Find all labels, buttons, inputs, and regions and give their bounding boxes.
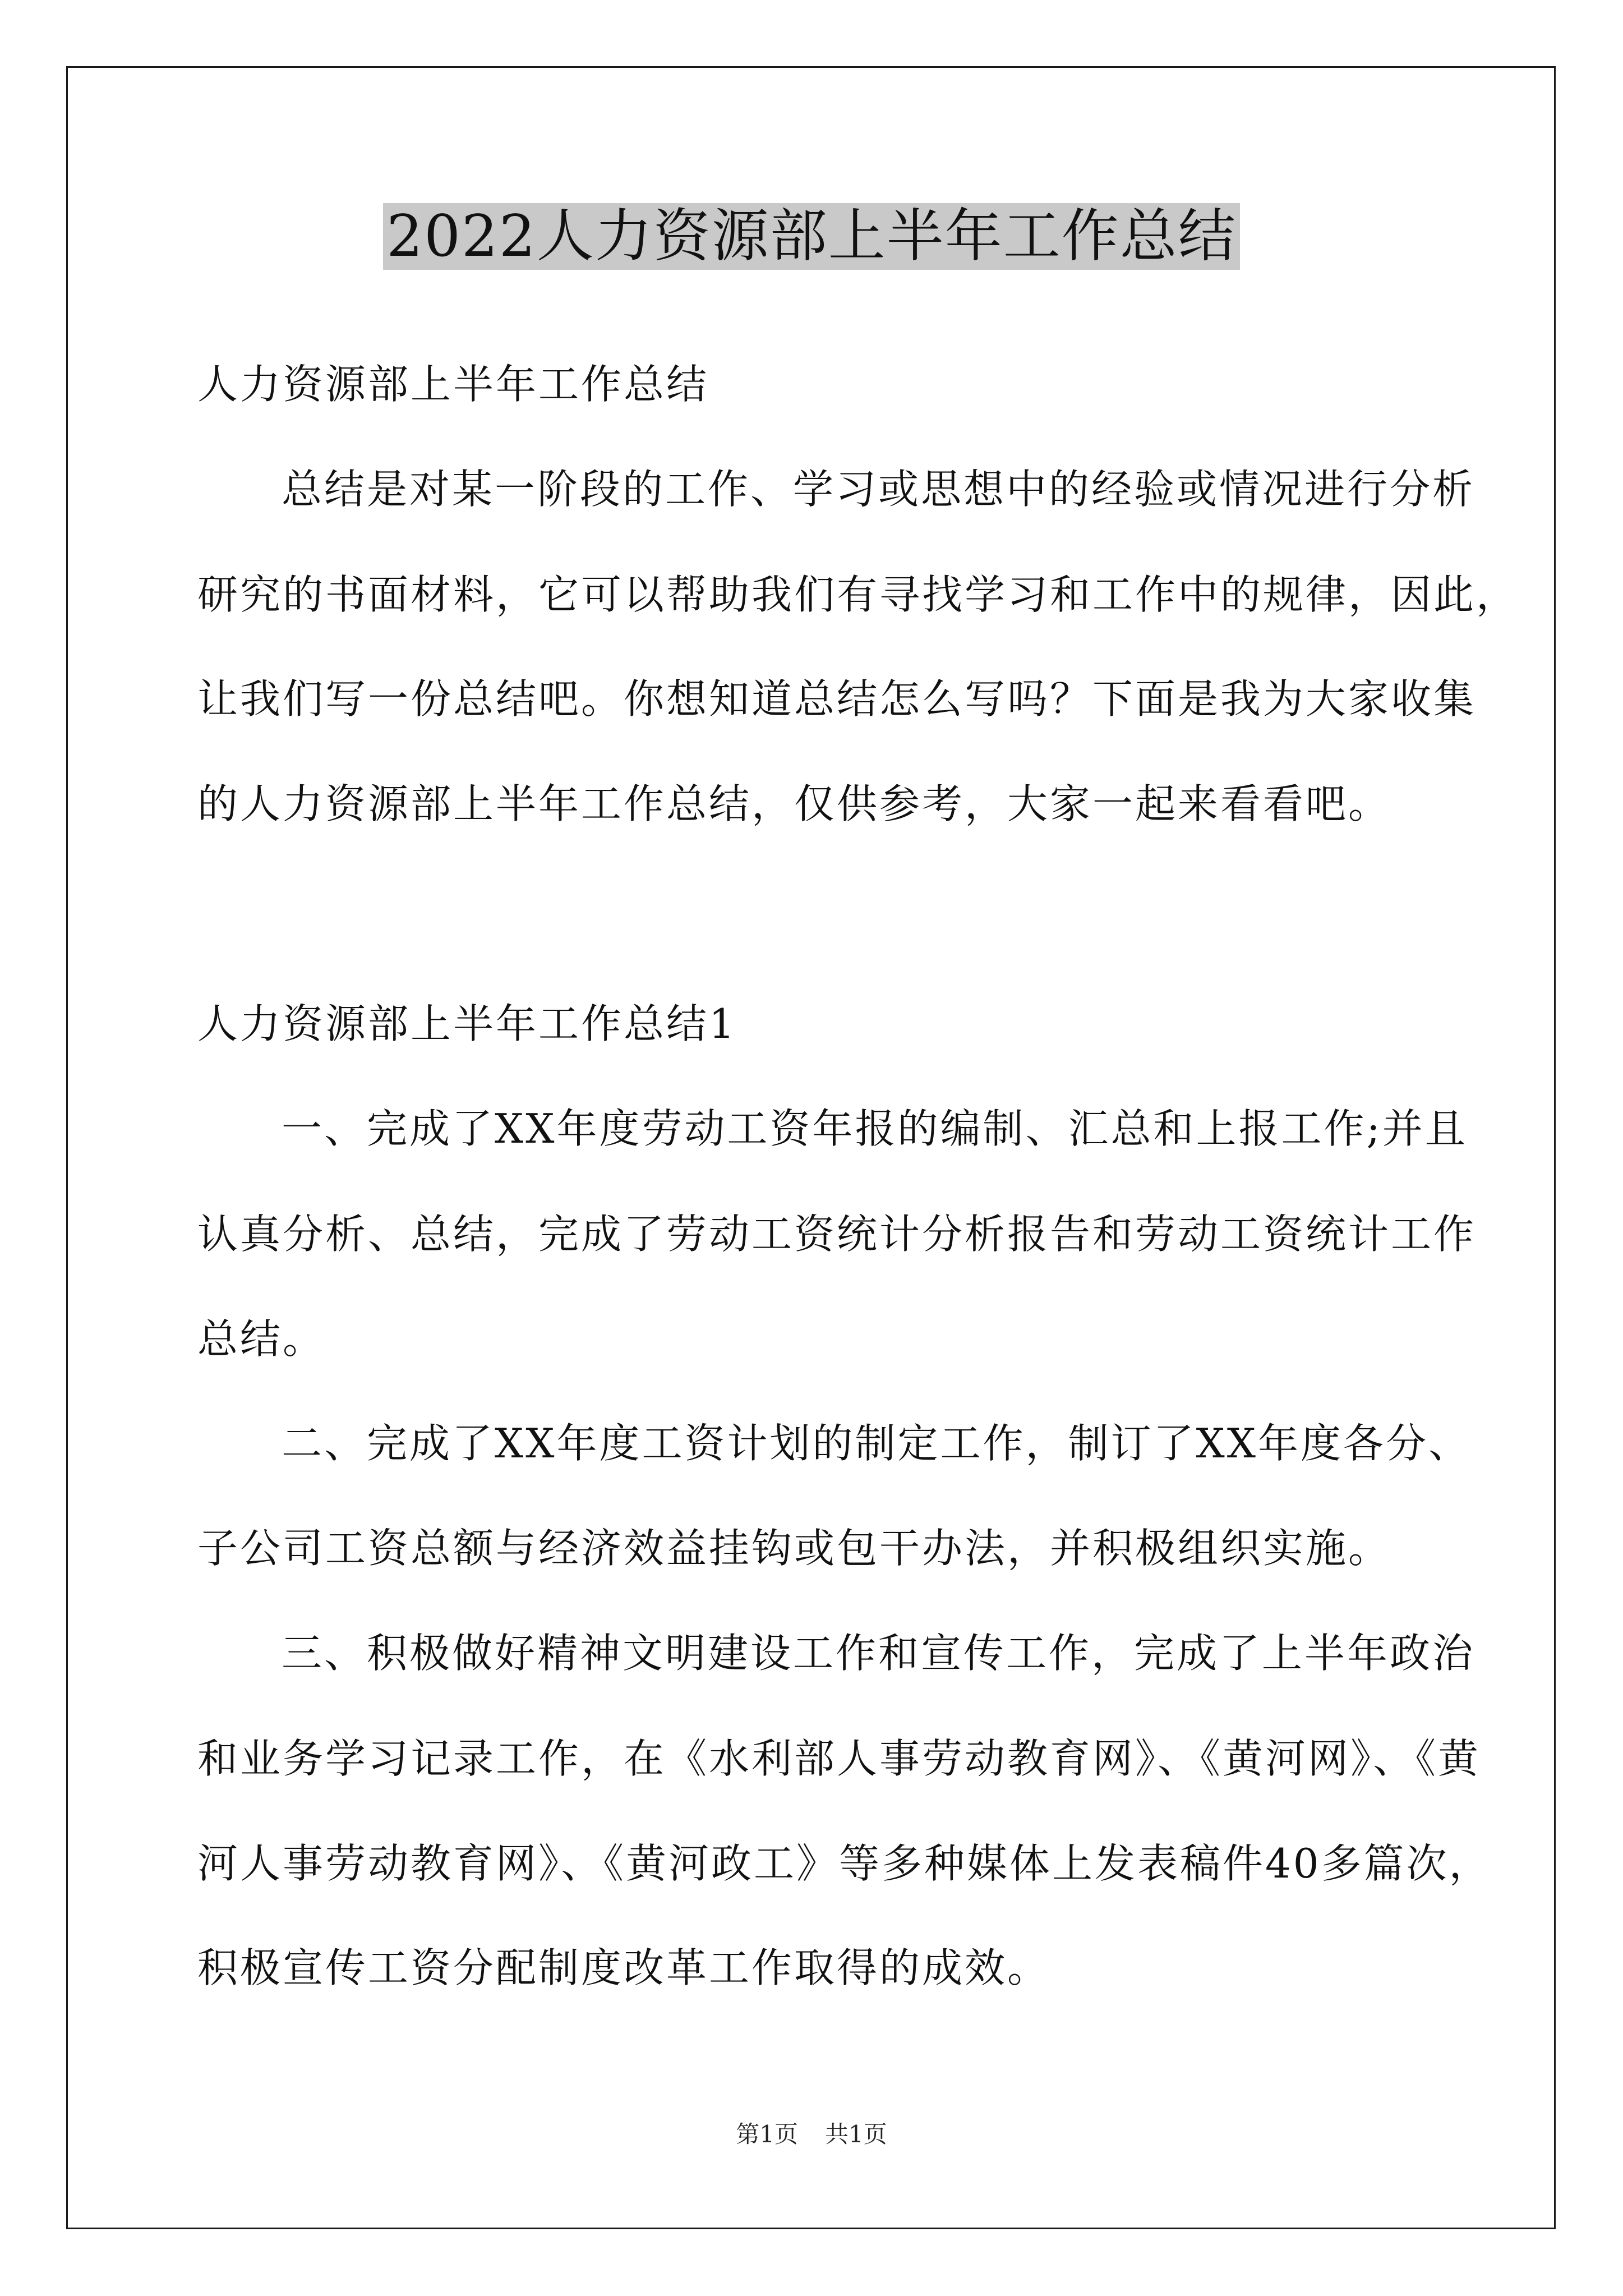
item3-line-2: 和业务学习记录工作，在《水利部人事劳动教育网》、《黄河网》、《黄 — [197, 1735, 1481, 1782]
intro-line-4: 的人力资源部上半年工作总结，仅供参考，大家一起来看看吧。 — [197, 780, 1391, 827]
intro-line-1: 总结是对某一阶段的工作、学习或思想中的经验或情况进行分析 — [282, 466, 1476, 513]
item1-line-2: 认真分析、总结，完成了劳动工资统计分析报告和劳动工资统计工作 — [197, 1211, 1477, 1258]
item1-line-1: 一、完成了XX年度劳动工资年报的编制、汇总和上报工作;并且 — [282, 1105, 1468, 1152]
page-number: 第1页 — [736, 2120, 798, 2148]
intro-line-2: 研究的书面材料，它可以帮助我们有寻找学习和工作中的规律，因此， — [197, 571, 1519, 618]
document-title-text: 2022人力资源部上半年工作总结 — [383, 203, 1240, 270]
item1-line-3: 总结。 — [197, 1315, 326, 1363]
subtitle: 人力资源部上半年工作总结 — [197, 361, 709, 408]
page-footer — [0, 2118, 1623, 2151]
item3-line-1: 三、积极做好精神文明建设工作和宣传工作，完成了上半年政治 — [282, 1630, 1476, 1677]
item3-line-4: 积极宣传工资分配制度改革工作取得的成效。 — [197, 1944, 1050, 1991]
item2-line-1: 二、完成了XX年度工资计划的制定工作，制订了XX年度各分、 — [282, 1420, 1472, 1467]
intro-line-3: 让我们写一份总结吧。你想知道总结怎么写吗？下面是我为大家收集 — [197, 675, 1477, 723]
item2-line-2: 子公司工资总额与经济效益挂钩或包干办法，并积极组织实施。 — [197, 1525, 1391, 1572]
page-total: 共1页 — [825, 2120, 887, 2148]
item3-line-3: 河人事劳动教育网》、《黄河政工》等多种媒体上发表稿件40多篇次， — [197, 1840, 1492, 1887]
document-title — [0, 197, 1623, 276]
section-heading: 人力资源部上半年工作总结1 — [197, 1000, 737, 1047]
